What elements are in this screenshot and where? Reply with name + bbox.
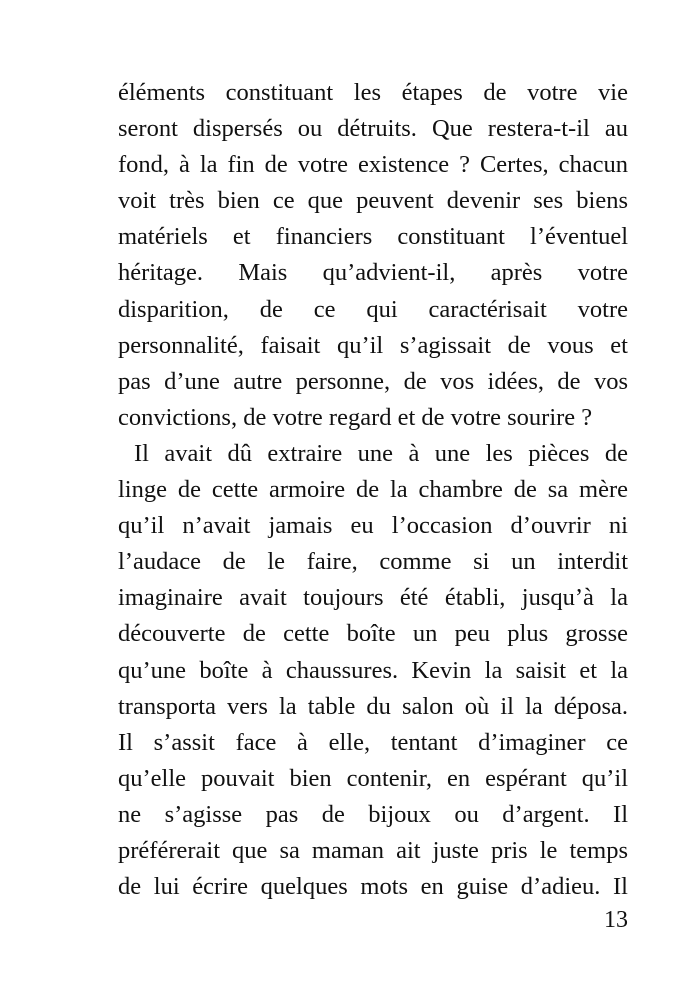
text-line: préférerait que sa maman ait juste pris le temps [118, 836, 628, 864]
paragraph-first-line: Il avait dû extraire une à une les pièces de [134, 439, 628, 467]
text-line: linge de cette armoire de la chambre de sa mère [118, 476, 628, 504]
text-line: ne s’agisse pas de bijoux ou d’argent. Il [118, 800, 628, 828]
text-line: seront dispersés ou détruits. Que restera-t-il au [118, 115, 628, 143]
text-line: Il s’assit face à elle, tentant d’imaginer ce [118, 728, 628, 756]
text-line: héritage. Mais qu’advient-il, après votre [118, 259, 628, 287]
text-line: qu’elle pouvait bien contenir, en espérant qu’il [118, 764, 628, 792]
text-line: personnalité, faisait qu’il s’agissait de vous et [118, 331, 628, 359]
text-line: qu’il n’avait jamais eu l’occasion d’ouvrir ni [118, 512, 628, 540]
text-line: l’audace de le faire, comme si un interdit [118, 548, 628, 576]
body-text [118, 75, 628, 905]
paragraph-end-line: convictions, de votre regard et de votre sourire ? [118, 403, 593, 431]
text-line: fond, à la fin de votre existence ? Certes, chacun [118, 151, 628, 179]
text-line: de lui écrire quelques mots en guise d’adieu. Il [118, 873, 628, 901]
text-line: matériels et financiers constituant l’éventuel [118, 223, 628, 251]
text-line: transporta vers la table du salon où il la déposa. [118, 692, 628, 720]
text-line: découverte de cette boîte un peu plus grosse [118, 620, 628, 648]
text-line: éléments constituant les étapes de votre vie [118, 79, 628, 106]
text-line: imaginaire avait toujours été établi, jusqu’à la [118, 584, 628, 612]
text-line: disparition, de ce qui caractérisait votre [118, 295, 628, 323]
text-line: qu’une boîte à chaussures. Kevin la saisit et la [118, 656, 628, 684]
page-number: 13 [604, 907, 628, 933]
text-line: pas d’une autre personne, de vos idées, de vos [118, 367, 628, 395]
text-line: voit très bien ce que peuvent devenir ses biens [118, 187, 628, 215]
